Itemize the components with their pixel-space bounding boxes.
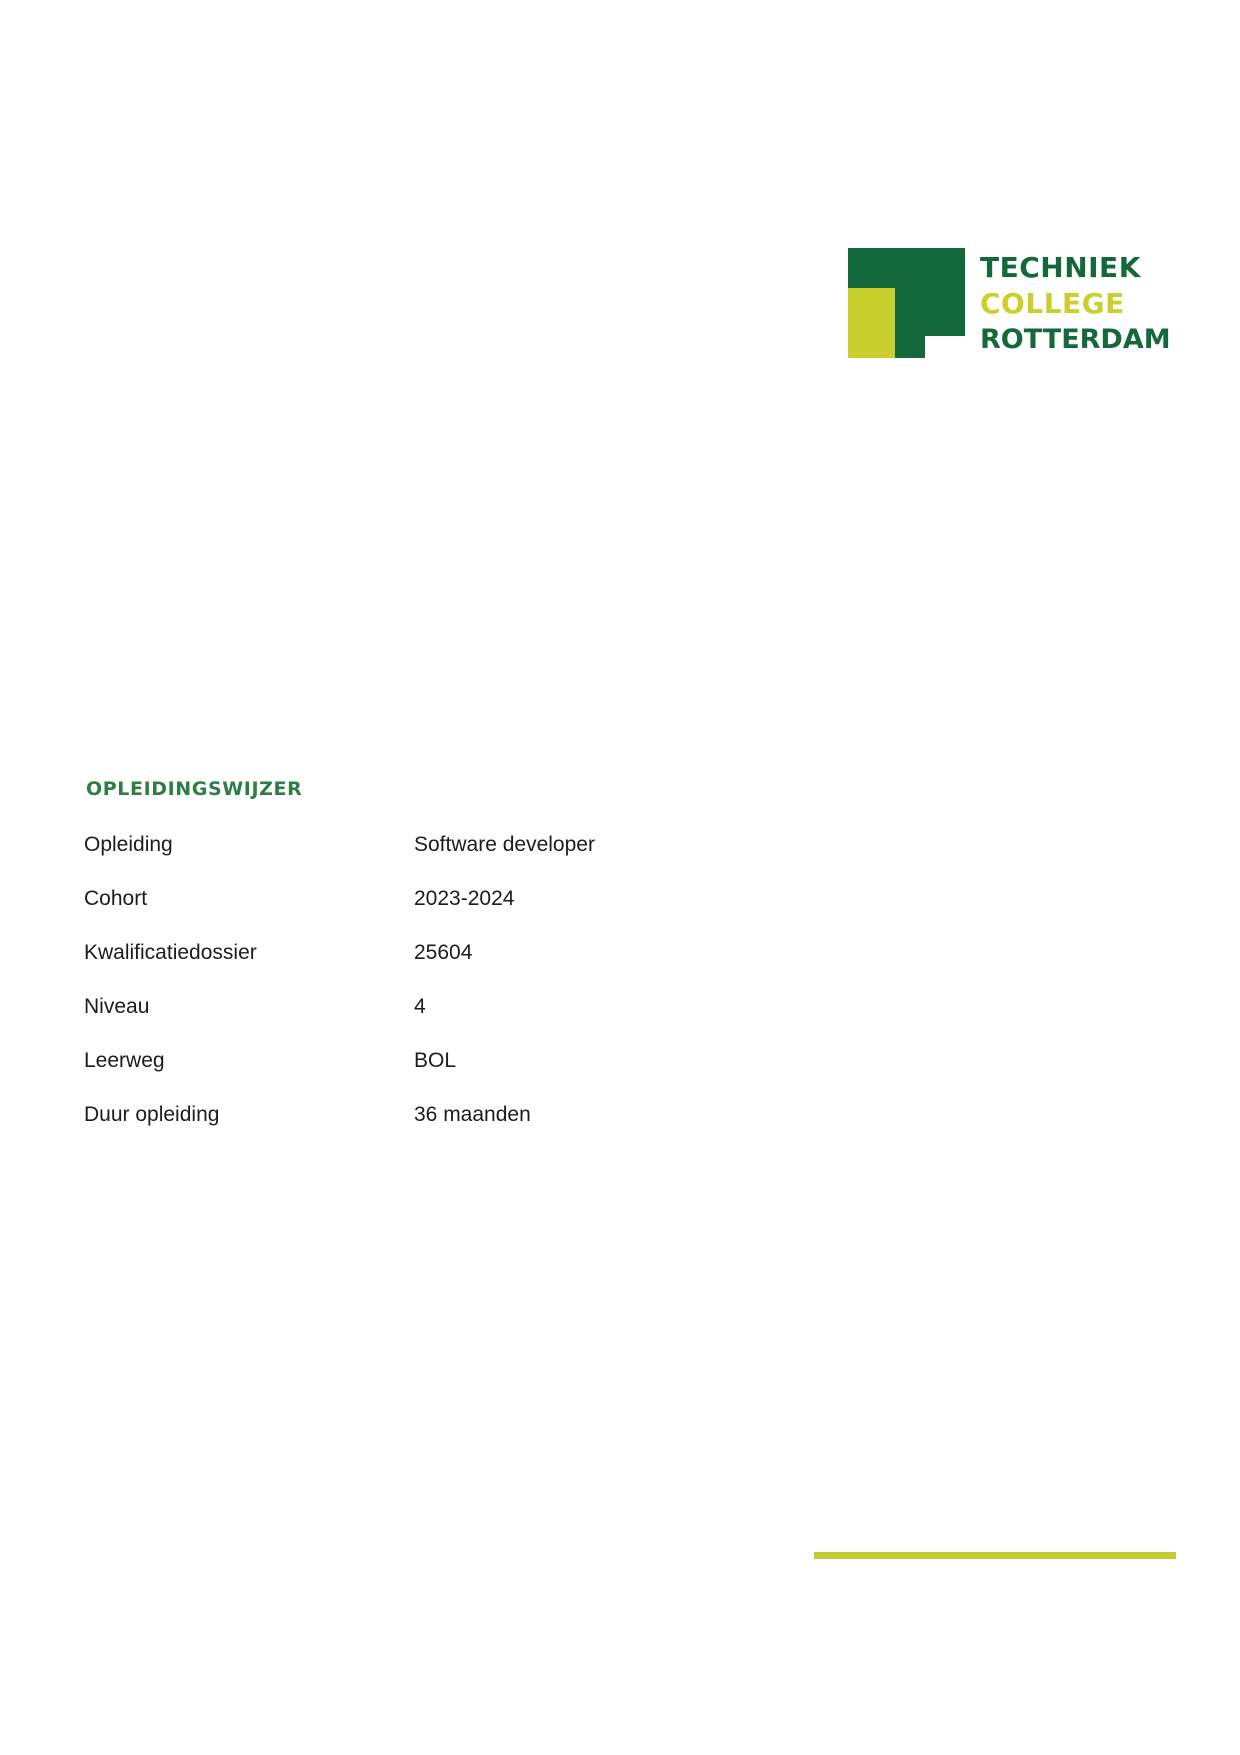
row-label-duur-opleiding: Duur opleiding <box>84 1103 220 1126</box>
table-row <box>84 940 784 994</box>
logo <box>848 248 1171 368</box>
page-title: OPLEIDINGSWIJZER <box>86 778 303 800</box>
row-value-opleiding: Software developer <box>414 833 595 856</box>
logo-mark-icon <box>848 248 965 358</box>
logo-line-college: COLLEGE <box>980 287 1125 320</box>
row-value-leerweg: BOL <box>414 1049 457 1072</box>
table-row <box>84 1102 784 1156</box>
table-row <box>84 886 784 940</box>
logo-wordmark <box>980 250 1171 358</box>
row-value-kwalificatiedossier: 25604 <box>414 941 473 964</box>
row-label-cohort: Cohort <box>84 887 148 910</box>
row-label-leerweg: Leerweg <box>84 1049 165 1072</box>
logo-line-rotterdam: ROTTERDAM <box>980 324 1171 355</box>
table-row <box>84 832 784 886</box>
row-value-niveau: 4 <box>414 995 426 1018</box>
row-value-duur-opleiding: 36 maanden <box>414 1103 531 1126</box>
row-label-opleiding: Opleiding <box>84 833 173 856</box>
row-value-cohort: 2023-2024 <box>414 887 515 910</box>
row-label-kwalificatiedossier: Kwalificatiedossier <box>84 941 257 964</box>
table-row <box>84 994 784 1048</box>
logo-line-techniek: TECHNIEK <box>980 251 1141 284</box>
row-label-niveau: Niveau <box>84 995 150 1018</box>
footer-rule <box>814 1552 1176 1559</box>
course-info-table <box>84 832 784 1156</box>
table-row <box>84 1048 784 1102</box>
